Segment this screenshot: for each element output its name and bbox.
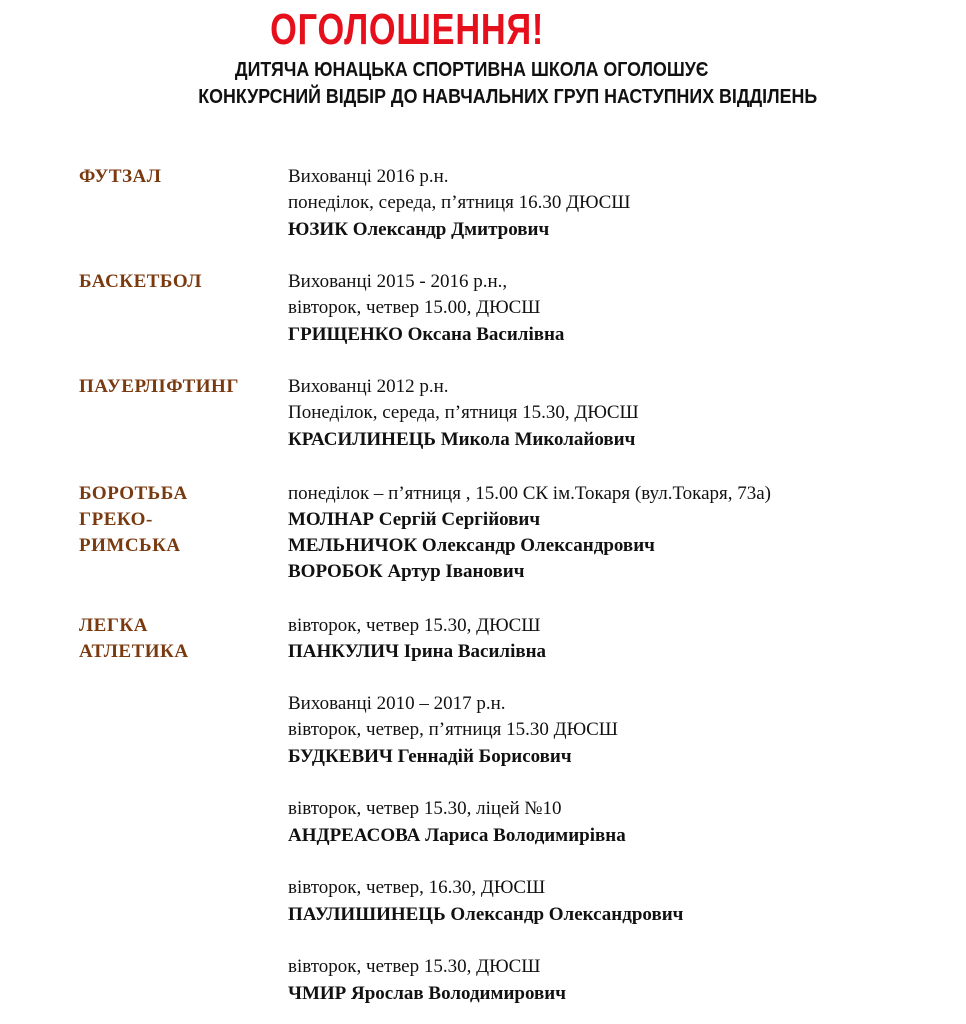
coach-name: ЮЗИК Олександр Дмитрович [288,219,550,240]
section-label-line-3: РИМСЬКА [79,535,181,556]
birth-years: Вихованці 2016 р.н. [288,166,449,187]
section-label: ФУТЗАЛ [79,166,162,187]
coach-name: АНДРЕАСОВА Лариса Володимирівна [288,825,626,846]
announcement-title: ОГОЛОШЕННЯ! [270,5,545,54]
section-label: ПАУЕРЛІФТИНГ [79,376,239,397]
schedule: вівторок, четвер, 16.30, ДЮСШ [288,877,546,898]
schedule: вівторок, четвер, п’ятниця 15.30 ДЮСШ [288,719,618,740]
schedule: Понеділок, середа, п’ятниця 15.30, ДЮСШ [288,402,639,423]
coach-name: ПАНКУЛИЧ Ірина Василівна [288,641,547,662]
section-label: БАСКЕТБОЛ [79,271,202,292]
schedule: понеділок – п’ятниця , 15.00 СК ім.Токаря (вул.Токаря, 73а) [288,483,771,504]
section-label-line-1: БОРОТЬБА [79,483,188,504]
birth-years: Вихованці 2015 - 2016 р.н., [288,271,508,292]
subtitle-line-2: КОНКУРСНИЙ ВІДБІР ДО НАВЧАЛЬНИХ ГРУП НАСТУПНИХ ВІДДІЛЕНЬ [198,86,818,108]
birth-years: Вихованці 2010 – 2017 р.н. [288,693,506,714]
coach-name: МЕЛЬНИЧОК Олександр Олександрович [288,535,655,556]
schedule: вівторок, четвер 15.00, ДЮСШ [288,297,541,318]
coach-name: ВОРОБОК Артур Іванович [288,561,525,582]
coach-name: КРАСИЛИНЕЦЬ Микола Миколайович [288,429,636,450]
schedule: вівторок, четвер 15.30, ДЮСШ [288,956,541,977]
section-label-line-2: ГРЕКО- [79,509,153,530]
subtitle-line-1: ДИТЯЧА ЮНАЦЬКА СПОРТИВНА ШКОЛА ОГОЛОШУЄ [234,59,709,81]
schedule: понеділок, середа, п’ятниця 16.30 ДЮСШ [288,192,631,213]
schedule: вівторок, четвер 15.30, ДЮСШ [288,615,541,636]
coach-name: ПАУЛИШИНЕЦЬ Олександр Олександрович [288,904,684,925]
birth-years: Вихованці 2012 р.н. [288,376,449,397]
coach-name: ГРИЩЕНКО Оксана Василівна [288,324,565,345]
section-label-line-2: АТЛЕТИКА [79,641,189,662]
coach-name: ЧМИР Ярослав Володимирович [288,983,566,1004]
coach-name: БУДКЕВИЧ Геннадій Борисович [288,746,572,767]
schedule: вівторок, четвер 15.30, ліцей №10 [288,798,562,819]
section-label-line-1: ЛЕГКА [79,615,148,636]
coach-name: МОЛНАР Сергій Сергійович [288,509,541,530]
